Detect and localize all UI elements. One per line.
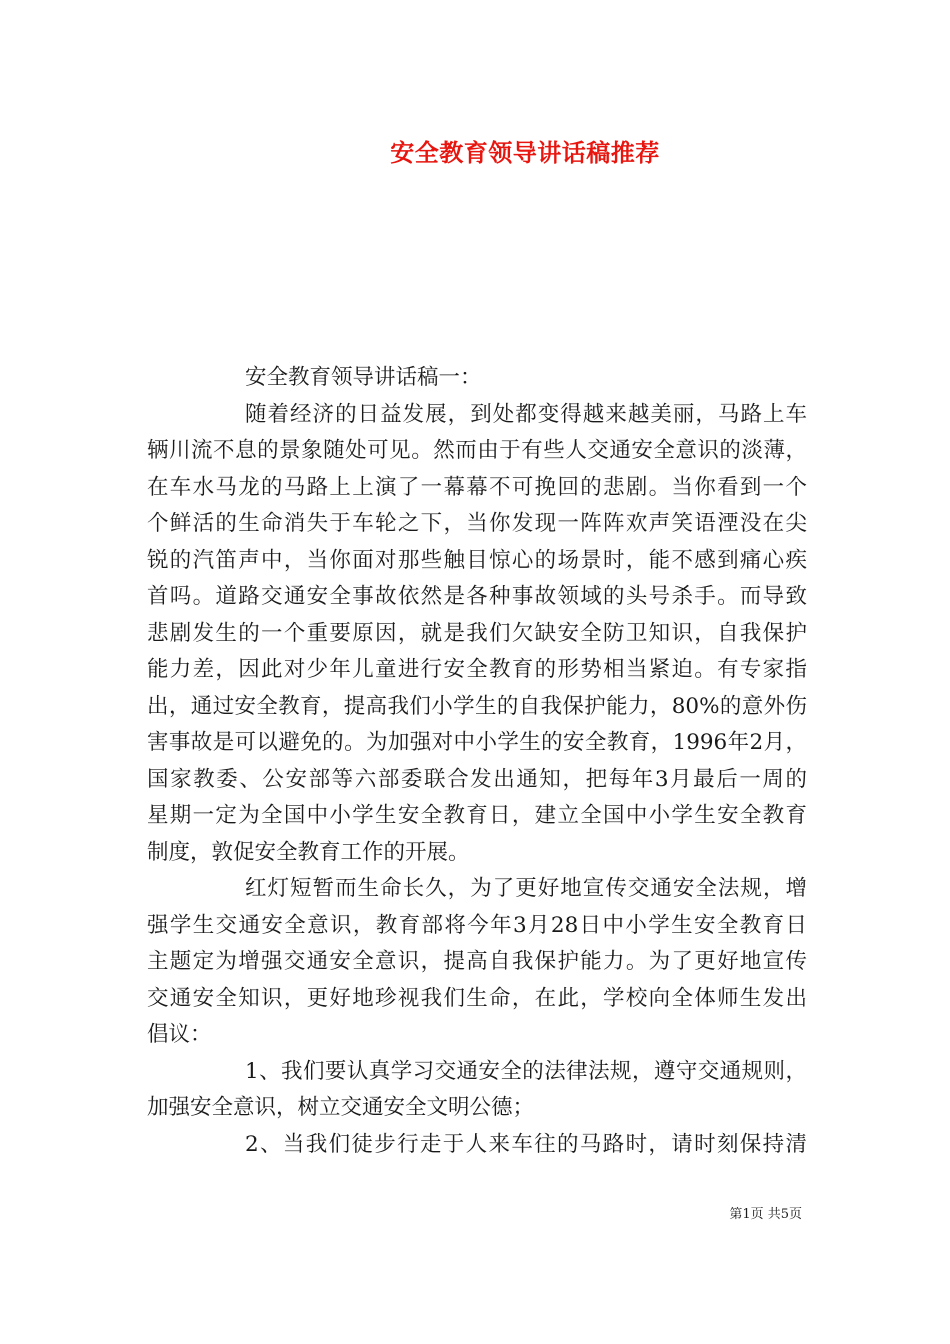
text-line: 主题定为增强交通安全意识，提高自我保护能力。为了更好地宣传 xyxy=(147,949,807,974)
text-line: 加强安全意识，树立交通安全文明公德； xyxy=(147,1095,535,1120)
page-number: 第1页 共5页 xyxy=(729,1207,802,1222)
text-line: 辆川流不息的景象随处可见。然而由于有些人交通安全意识的淡薄， xyxy=(147,438,807,463)
text-line: 红灯短暂而生命长久，为了更好地宣传交通安全法规，增 xyxy=(245,876,807,901)
document-body xyxy=(147,360,807,1163)
document-title: 安全教育领导讲话稿推荐 xyxy=(390,138,660,167)
text-line: 锐的汽笛声中，当你面对那些触目惊心的场景时，能不感到痛心疾 xyxy=(147,547,807,573)
text-line: 星期一定为全国中小学生安全教育日，建立全国中小学生安全教育 xyxy=(147,803,807,828)
text-line: 随着经济的日益发展，到处都变得越来越美丽，马路上车 xyxy=(245,401,807,427)
text-line: 国家教委、公安部等六部委联合发出通知，把每年3月最后一周的 xyxy=(147,766,807,792)
text-line: 个鲜活的生命消失于车轮之下，当你发现一阵阵欢声笑语湮没在尖 xyxy=(147,511,807,536)
text-line: 制度，敦促安全教育工作的开展。 xyxy=(147,839,470,865)
text-line: 悲剧发生的一个重要原因，就是我们欠缺安全防卫知识，自我保护 xyxy=(147,620,807,646)
text-line: 出，通过安全教育，提高我们小学生的自我保护能力，80%的意外伤 xyxy=(147,693,807,719)
text-line: 倡议： xyxy=(147,1022,212,1047)
text-line: 2、当我们徒步行走于人来车往的马路时，请时刻保持清 xyxy=(245,1131,807,1157)
text-line: 1、我们要认真学习交通安全的法律法规，遵守交通规则， xyxy=(245,1058,807,1084)
text-line: 安全教育领导讲话稿一： xyxy=(245,365,482,390)
text-line: 害事故是可以避免的。为加强对中小学生的安全教育，1996年2月， xyxy=(147,730,807,755)
text-line: 强学生交通安全意识，教育部将今年3月28日中小学生安全教育日 xyxy=(147,912,807,938)
text-line: 在车水马龙的马路上上演了一幕幕不可挽回的悲剧。当你看到一个 xyxy=(147,474,807,500)
text-line: 能力差，因此对少年儿童进行安全教育的形势相当紧迫。有专家指 xyxy=(147,657,807,682)
text-line: 首吗。道路交通安全事故依然是各种事故领域的头号杀手。而导致 xyxy=(147,584,807,609)
text-line: 交通安全知识，更好地珍视我们生命，在此，学校向全体师生发出 xyxy=(147,985,807,1011)
